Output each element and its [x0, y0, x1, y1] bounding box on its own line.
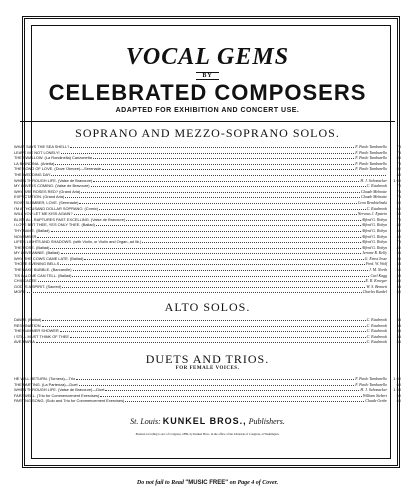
leader-dots: [42, 323, 366, 327]
song-price: 40: [396, 222, 401, 228]
song-title: MY LOVE ANNIE. (Ballad): [14, 250, 60, 256]
by-text: BY: [196, 72, 218, 80]
song-price: 35: [396, 255, 401, 261]
leader-dots: [99, 206, 365, 210]
leader-dots: [96, 222, 361, 226]
song-price: 60: [396, 199, 401, 205]
song-price: 40: [396, 244, 401, 250]
leader-dots: [37, 234, 360, 238]
song-title: BLISS ALL RAPTURES PAST EXCELLING. (Valse de Bravoure): [14, 216, 126, 222]
leader-dots: [126, 217, 361, 221]
song-composer: Carl Kagg: [370, 273, 387, 278]
leader-dots: [50, 245, 360, 249]
leader-dots: [74, 211, 357, 215]
song-title: THE LAKE BUBBLE. (Barcarolle): [14, 267, 72, 273]
song-price: 50: [396, 155, 401, 161]
song-composer: Alfred G. Robyn: [361, 240, 387, 245]
leader-dots: [105, 387, 359, 391]
leader-dots: [93, 155, 354, 159]
song-price: 60: [396, 205, 401, 211]
publisher-line: [0, 416, 415, 426]
song-composer: Claude Melnotte: [360, 189, 387, 194]
leader-dots: [76, 376, 354, 380]
song-price: 50: [396, 267, 401, 273]
song-price: 40: [396, 171, 401, 177]
leader-dots: [70, 144, 354, 148]
list-item: [14, 289, 401, 295]
section-subheading-duets: FOR FEMALE VOICES.: [175, 366, 240, 371]
leader-dots: [62, 284, 365, 288]
song-price: 75: [396, 160, 401, 166]
song-composer: Claude Grebe: [365, 399, 387, 404]
song-composer: William Siebert: [362, 393, 387, 398]
leader-dots: [60, 261, 365, 265]
subtitle: ADAPTED FOR EXHIBITION AND CONCERT USE.: [115, 107, 300, 114]
song-composer: Alfred G. Robyn: [361, 228, 387, 233]
leader-dots: [60, 328, 366, 332]
song-composer: J. M. North: [369, 268, 387, 273]
section-heading-duets: DUETS AND TRIOS.: [145, 352, 270, 366]
leader-dots: [102, 166, 354, 170]
leader-dots: [72, 273, 369, 277]
song-composer: Alfred G. Robyn: [361, 234, 387, 239]
title-celebrated-composers: CELEBRATED COMPOSERS: [48, 80, 367, 105]
song-composer: H. J. Schonacker: [360, 388, 387, 393]
leader-dots: [36, 339, 366, 343]
list-item: [14, 398, 401, 404]
leader-dots: [27, 289, 362, 293]
song-price: 75: [396, 149, 401, 155]
leader-dots: [38, 278, 365, 282]
song-price: 1 00: [393, 376, 401, 381]
song-price: 75: [396, 239, 401, 245]
leader-dots: [125, 398, 364, 402]
song-title: WHY ARE ROSES RED? (Grand Aria): [14, 188, 81, 194]
song-price: 75: [396, 183, 401, 189]
song-composer: C. Estabrook: [366, 323, 387, 328]
song-price: 50: [396, 339, 401, 345]
song-price: 40: [396, 278, 401, 284]
song-price: 35: [396, 272, 401, 278]
song-price: 35: [396, 317, 401, 322]
list-item: [14, 339, 401, 345]
leader-dots: [79, 200, 357, 204]
leader-dots: [91, 183, 366, 187]
song-title: MORE: [14, 289, 26, 295]
leader-dots: [42, 317, 365, 321]
leader-dots: [81, 189, 360, 193]
leader-dots: [70, 334, 366, 338]
song-title: PARTING SONG. (Solo and Trio for Commencement Exercises): [14, 398, 125, 404]
song-composer: E. R. Kroeger: [365, 279, 387, 284]
song-title: THE WEDDING DAY: [14, 171, 51, 177]
leader-dots: [55, 161, 354, 165]
song-title: THY NAME. (Ballad): [14, 227, 50, 233]
song-price: 1 00: [393, 177, 401, 183]
song-title: FAREWELL. (Trio for Commencement Exercises): [14, 392, 100, 398]
leader-dots: [84, 256, 363, 260]
song-price: 35: [396, 328, 401, 334]
song-price: 35: [396, 250, 401, 256]
song-title: THE PARTING. (La Partenza)—Duet: [14, 381, 78, 387]
song-composer: Alfred G. Robyn: [361, 223, 387, 228]
footer-after: on Page 4 of Cover.: [229, 480, 279, 486]
duets-list: [14, 376, 401, 404]
song-title: GOD IS A SPIRIT. (Sacred): [14, 283, 62, 289]
song-price: 35: [396, 261, 401, 267]
title-vocal-gems: VOCAL GEMS: [125, 44, 290, 70]
song-price: 50: [396, 211, 401, 217]
song-title: HE WILL RETURN. (Tornera)—Trio: [14, 376, 76, 381]
song-composer: Leon Rembielinski: [358, 200, 387, 205]
by-label: [0, 72, 415, 80]
song-price: 50: [396, 392, 401, 398]
publisher-suffix: Publishers.: [248, 417, 285, 426]
song-title: THE SWALLOW. (La Rondinella) Canzonetta: [14, 155, 92, 161]
leader-dots: [65, 194, 360, 198]
leader-dots: [51, 228, 361, 232]
song-composer: F. Paolo Tamburello: [355, 145, 387, 149]
song-composer: Alfred G. Robyn: [361, 217, 387, 222]
song-composer: Nervous J. Epstein: [357, 212, 387, 217]
song-title: WHEN THROUGH LIFE. (Valse de Bravoure): [14, 177, 93, 183]
song-title: WHY THE COWS CAME LATE. (Ballad): [14, 255, 84, 261]
song-title: RESIGNATION: [14, 322, 41, 328]
song-title: I LOVE BUT THEE, YES ONLY THEE. (Ballad): [14, 222, 95, 228]
song-composer: Fred. W. Wolf: [365, 262, 387, 267]
leader-dots: [93, 178, 359, 182]
leader-dots: [100, 393, 362, 397]
song-title: ROW, SLUMBER, LOVE. (Serenade): [14, 199, 79, 205]
song-title: I STILL MUST THINK OF THEE: [14, 333, 69, 339]
song-price: 50: [396, 166, 401, 172]
song-composer: F. Paolo Tamburello: [355, 150, 387, 155]
song-composer: F. Paolo Tamburello: [355, 382, 387, 387]
song-composer: F. Paolo Tamburello: [355, 167, 387, 172]
song-composer: F. Paolo Tamburello: [355, 161, 387, 166]
song-composer: Claude Melnotte: [360, 195, 387, 200]
section-heading-soprano: SOPRANO AND MEZZO-SOPRANO SOLOS.: [75, 126, 340, 140]
song-price: 75: [396, 188, 401, 194]
song-price: 35: [396, 333, 401, 339]
song-title: I'M A THOUSAND DOLLAR SOPRANO. (Comic): [14, 205, 99, 211]
footer-before: Do not fail to Read: [136, 480, 184, 486]
song-price: 60: [396, 381, 401, 387]
song-title: THOSE EVENING BELLS: [14, 261, 60, 267]
leader-dots: [73, 267, 369, 271]
song-price: 40: [396, 233, 401, 239]
publisher-place: St. Louis:: [130, 417, 161, 426]
song-title: NOVEMBER: [14, 233, 37, 239]
song-composer: Alfred G. Robyn: [361, 245, 387, 250]
footer-notice: [0, 480, 415, 486]
song-title: TIS I ALONE CAN TELL. (Ballad): [14, 272, 72, 278]
song-price: 35: [396, 322, 401, 328]
song-title: MY LOVE IS COMING. (Valse de Bravoure): [14, 183, 90, 189]
section-heading-alto: ALTO SOLOS.: [164, 300, 251, 314]
song-title: THE SONG OF LOVE. (Dove l'Amore)—Serenade: [14, 166, 102, 172]
song-title: AVE MARIA: [14, 339, 35, 345]
song-composer: C. Estabrook: [366, 318, 387, 322]
song-title: THE SUMMER SHOWER: [14, 328, 59, 334]
footer-highlight: "MUSIC FREE": [185, 480, 229, 486]
leader-dots: [142, 239, 360, 243]
alto-list: [14, 317, 401, 345]
song-title: CHICKADEE: [14, 278, 37, 284]
soprano-list: [14, 144, 401, 295]
song-composer: C. Estabrook: [366, 206, 387, 211]
song-title: EXPECTATION. (Grand Aria): [14, 194, 65, 200]
song-composer: H. J. Schonacker: [360, 178, 387, 183]
leader-dots: [61, 150, 355, 154]
leader-dots: [51, 172, 386, 176]
leader-dots: [61, 250, 362, 254]
song-composer: Jerome R. Kelly: [362, 251, 387, 256]
song-composer: W. S. Bennett: [366, 284, 387, 289]
song-price: 75: [396, 144, 401, 149]
song-composer: F. Paolo Tamburello: [355, 156, 387, 161]
song-price: 40: [396, 227, 401, 233]
song-composer: C. Estabrook: [366, 184, 387, 189]
song-composer: G. Ernst Jesse: [364, 256, 387, 261]
publisher-name: KUNKEL BROS.,: [162, 416, 247, 426]
song-price: 75: [396, 194, 401, 200]
song-price: 75: [396, 216, 401, 222]
song-composer: C. Estabrook: [366, 329, 387, 334]
song-title: DAWN. (Ballad): [14, 317, 42, 322]
leader-dots: [79, 382, 355, 386]
song-price: 1 50: [393, 387, 401, 393]
song-price: 60: [396, 398, 401, 404]
song-composer: Charles Kunkel: [362, 290, 387, 295]
song-price: 35: [396, 283, 401, 289]
song-composer: C. Estabrook: [366, 334, 387, 339]
song-title: THE ROSE. (Ballad): [14, 244, 50, 250]
song-title: LIFE'S LIGHTS AND SHADOWS. (with Violin, or Violin and Organ, ad lib.): [14, 239, 142, 245]
song-composer: F. Paolo Tamburello: [355, 377, 387, 381]
song-title: WHAT SAYS THE SEA SHELL?: [14, 144, 70, 149]
copyright-notice: Entered according to Act of Congress, 1889, by Kunkel Bros., in the office of the Librarian of Congress, at Washington.: [135, 432, 280, 436]
song-title: WILL YOU LET ME KISS AGAIN?: [14, 211, 73, 217]
song-title: LA BIONDINA. (Arietta): [14, 160, 55, 166]
divider: [20, 121, 395, 122]
song-price: 50: [396, 289, 401, 295]
song-title: WHEN THROUGH LIFE. (Valse de Bravoure)—Duet: [14, 387, 105, 393]
song-composer: C. Estabrook: [366, 340, 387, 345]
song-title: LEAVE ME NOT LONELY!: [14, 149, 60, 155]
